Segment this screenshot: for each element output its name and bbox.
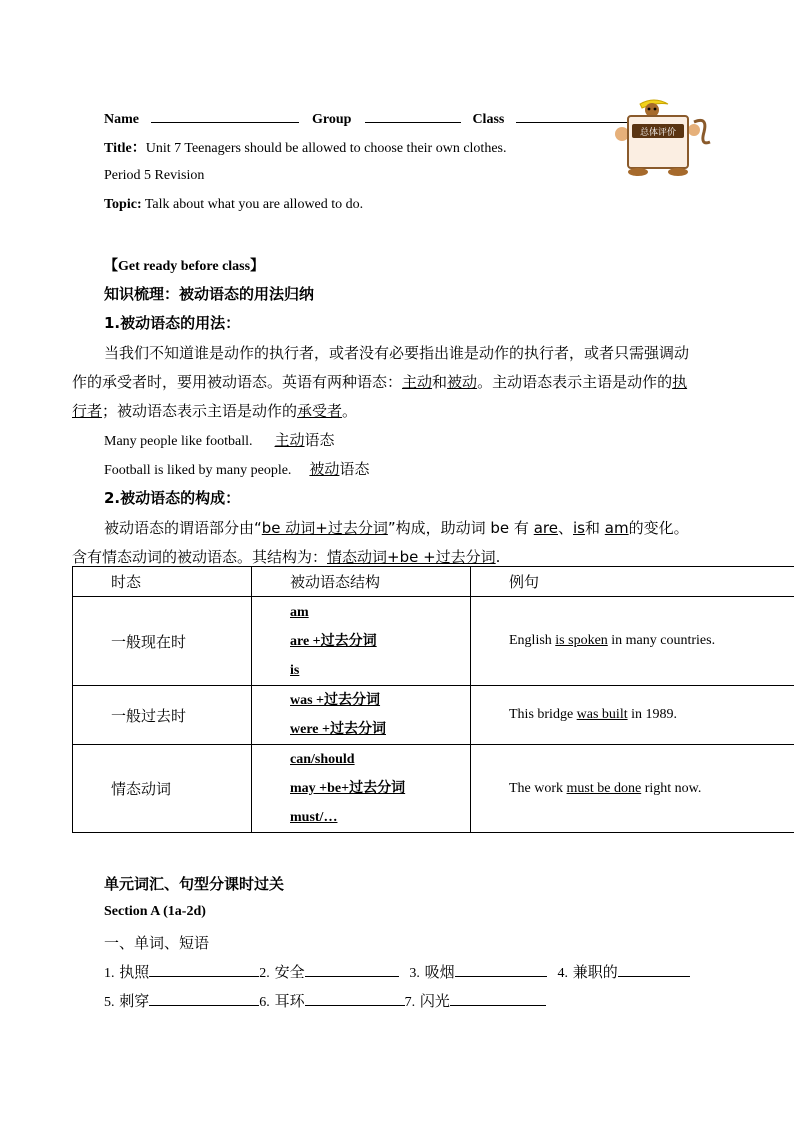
word-answer-field[interactable] xyxy=(305,991,405,1006)
word-answer-field[interactable] xyxy=(149,962,259,977)
active-voice: 主动 xyxy=(402,373,433,391)
monkey-icon xyxy=(612,96,722,178)
topic-line xyxy=(104,197,363,213)
table-header-structure: 被动语态结构 xyxy=(252,567,471,597)
name-field[interactable] xyxy=(151,108,299,123)
get-ready-heading: 【Get ready before class】 xyxy=(104,259,265,274)
topic-label: Topic: xyxy=(104,197,142,212)
structure-line2: 含有情态动词的被动语态。其结构为：情态动词+be +过去分词. xyxy=(72,548,501,566)
knowledge-title: 知识梳理：被动语态的用法归纳 xyxy=(104,285,315,303)
table-row xyxy=(73,686,794,745)
tense-cell: 一般现在时 xyxy=(73,597,252,686)
word-answer-field[interactable] xyxy=(450,991,546,1006)
example-passive: Football is liked by many people. 被动语态 xyxy=(104,460,370,478)
usage-paragraph-line3: 行者；被动语态表示主语是动作的承受者。 xyxy=(72,402,358,420)
structure-cell: am are +过去分词 is xyxy=(252,597,471,686)
structure-heading: 2.被动语态的构成： xyxy=(104,489,241,507)
structure-cell: can/should may +be+过去分词 must/… xyxy=(252,745,471,833)
table-header-example: 例句 xyxy=(471,567,794,597)
passive-voice: 被动 xyxy=(447,373,478,391)
period-line: Period 5 Revision xyxy=(104,168,205,183)
word-answer-field[interactable] xyxy=(305,962,399,977)
group-field[interactable] xyxy=(365,108,461,123)
usage-heading: 1.被动语态的用法： xyxy=(104,314,241,332)
name-row xyxy=(104,108,628,128)
class-label: Class xyxy=(472,112,505,127)
be-formula: be 动词+过去分词 xyxy=(261,519,388,537)
usage-paragraph-line2: 作的承受者时，要用被动语态。英语有两种语态：主动和被动。主动语态表示主语是动作的执 xyxy=(72,373,688,391)
modal-formula: 情态动词+be +过去分词 xyxy=(327,548,496,566)
example-cell: English is spoken in many countries. xyxy=(471,597,794,686)
table-header-row xyxy=(73,567,794,597)
word-answer-field[interactable] xyxy=(455,962,547,977)
table-row xyxy=(73,597,794,686)
receiver-term: 承受者 xyxy=(297,402,343,420)
word-answer-field[interactable] xyxy=(149,991,259,1006)
title-label: Title： xyxy=(104,141,146,156)
tense-cell: 一般过去时 xyxy=(73,686,252,745)
structure-line1: 被动语态的谓语部分由“be 动词+过去分词”构成，助动词 be 有 are、is和 am的变化。 xyxy=(104,519,689,537)
badge-label: 总体评价 xyxy=(639,128,677,138)
section-a-heading: Section A (1a-2d) xyxy=(104,904,206,919)
doer-term-b: 行者 xyxy=(72,402,103,420)
topic-text: Talk about what you are allowed to do. xyxy=(144,197,364,212)
passive-voice-table xyxy=(72,566,794,833)
name-label: Name xyxy=(104,112,139,127)
group-label: Group xyxy=(312,112,352,127)
table-row xyxy=(73,745,794,833)
evaluation-badge-logo xyxy=(612,96,722,178)
unit-vocab-title: 单元词汇、句型分课时过关 xyxy=(104,875,285,893)
table-header-tense: 时态 xyxy=(73,567,252,597)
usage-paragraph-line1: 当我们不知道谁是动作的执行者，或者没有必要指出谁是动作的执行者，或者只需强调动 xyxy=(104,344,690,362)
word-list-row2: 5. 刺穿 6. 耳环 7. 闪光 xyxy=(104,990,546,1011)
example-cell: The work must be done right now. xyxy=(471,745,794,833)
word-list-row1: 1. 执照 2. 安全 3. 吸烟 4. 兼职的 xyxy=(104,961,690,982)
example-active: Many people like football. 主动语态 xyxy=(104,431,335,449)
word-answer-field[interactable] xyxy=(618,962,690,977)
doer-term-a: 执 xyxy=(672,373,688,391)
title-text: Unit 7 Teenagers should be allowed to choose their own clothes. xyxy=(145,141,507,156)
structure-cell: was +过去分词 were +过去分词 xyxy=(252,686,471,745)
words-heading: 一、单词、短语 xyxy=(104,934,210,952)
tense-cell: 情态动词 xyxy=(73,745,252,833)
example-cell: This bridge was built in 1989. xyxy=(471,686,794,745)
title-line xyxy=(104,137,506,157)
